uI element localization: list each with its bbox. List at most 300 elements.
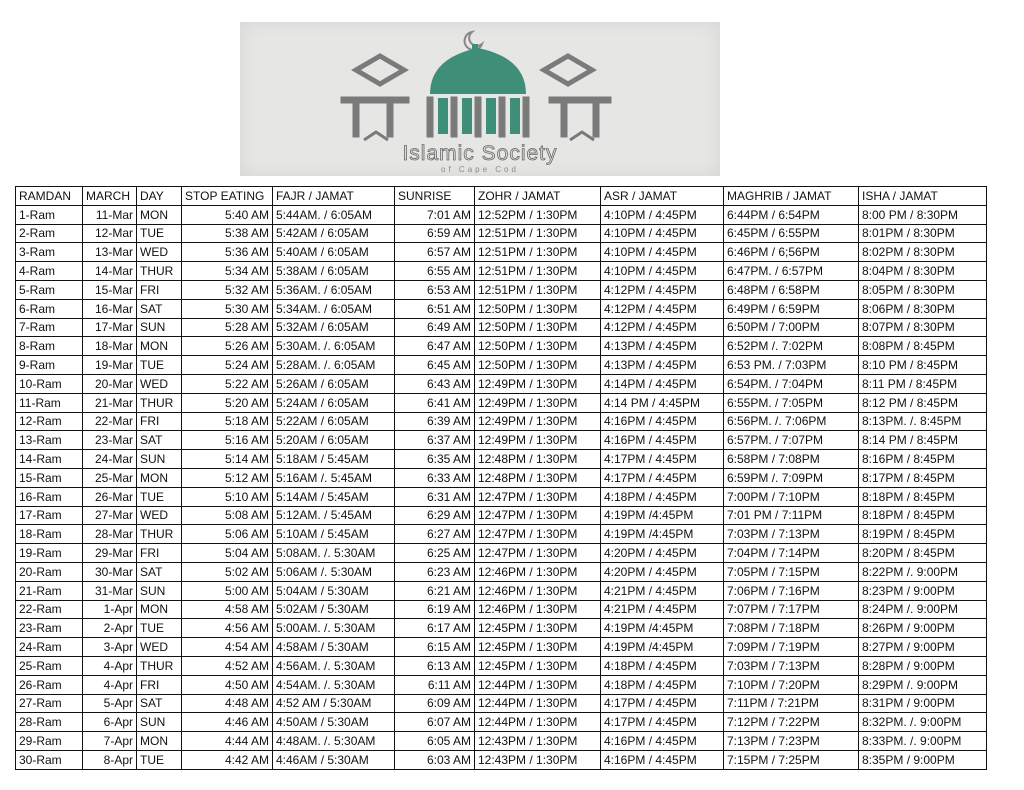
sunrise-cell: 6:05 AM [395,732,475,751]
table-row [16,243,987,262]
table-row [16,224,987,243]
fajr-cell: 5:22AM / 6:05AM [273,412,395,431]
table-row [16,638,987,657]
sunrise-cell: 6:53 AM [395,280,475,299]
weekday-cell: SAT [137,431,182,450]
stop-eating-cell: 4:42 AM [182,750,273,769]
zohr-cell: 12:51PM / 1:30PM [475,243,601,262]
asr-cell: 4:12PM / 4:45PM [601,299,724,318]
header-stop-eating: STOP EATING [182,187,273,206]
ramadan-day-cell: 6-Ram [16,299,83,318]
table-row [16,374,987,393]
isha-cell: 8:00 PM / 8:30PM [859,205,987,224]
asr-cell: 4:10PM / 4:45PM [601,224,724,243]
table-row [16,337,987,356]
date-cell: 18-Mar [83,337,137,356]
asr-cell: 4:10PM / 4:45PM [601,205,724,224]
ramadan-day-cell: 5-Ram [16,280,83,299]
stop-eating-cell: 5:22 AM [182,374,273,393]
zohr-cell: 12:49PM / 1:30PM [475,374,601,393]
date-cell: 8-Apr [83,750,137,769]
table-row [16,713,987,732]
ramadan-day-cell: 19-Ram [16,544,83,563]
isha-cell: 8:06PM / 8:30PM [859,299,987,318]
asr-cell: 4:18PM / 4:45PM [601,487,724,506]
zohr-cell: 12:46PM / 1:30PM [475,562,601,581]
weekday-cell: FRI [137,280,182,299]
isha-cell: 8:14 PM / 8:45PM [859,431,987,450]
asr-cell: 4:20PM / 4:45PM [601,562,724,581]
maghrib-cell: 7:09PM / 7:19PM [724,638,859,657]
zohr-cell: 12:50PM / 1:30PM [475,318,601,337]
maghrib-cell: 6:59PM /. 7:09PM [724,468,859,487]
weekday-cell: SAT [137,562,182,581]
weekday-cell: WED [137,243,182,262]
stop-eating-cell: 5:00 AM [182,581,273,600]
weekday-cell: WED [137,638,182,657]
maghrib-cell: 7:08PM / 7:18PM [724,619,859,638]
table-row [16,412,987,431]
asr-cell: 4:16PM / 4:45PM [601,732,724,751]
stop-eating-cell: 5:12 AM [182,468,273,487]
table-row [16,280,987,299]
isha-cell: 8:26PM / 9:00PM [859,619,987,638]
sunrise-cell: 6:33 AM [395,468,475,487]
zohr-cell: 12:44PM / 1:30PM [475,675,601,694]
weekday-cell: TUE [137,224,182,243]
maghrib-cell: 6:57PM. / 7:07PM [724,431,859,450]
isha-cell: 8:18PM / 8:45PM [859,506,987,525]
stop-eating-cell: 4:46 AM [182,713,273,732]
stop-eating-cell: 5:02 AM [182,562,273,581]
weekday-cell: WED [137,374,182,393]
date-cell: 4-Apr [83,656,137,675]
stop-eating-cell: 4:52 AM [182,656,273,675]
zohr-cell: 12:51PM / 1:30PM [475,224,601,243]
table-row [16,431,987,450]
maghrib-cell: 7:05PM / 7:15PM [724,562,859,581]
zohr-cell: 12:46PM / 1:30PM [475,600,601,619]
maghrib-cell: 7:11PM / 7:21PM [724,694,859,713]
sunrise-cell: 6:11 AM [395,675,475,694]
fajr-cell: 4:50AM / 5:30AM [273,713,395,732]
asr-cell: 4:16PM / 4:45PM [601,750,724,769]
stop-eating-cell: 5:30 AM [182,299,273,318]
maghrib-cell: 6:54PM. / 7:04PM [724,374,859,393]
date-cell: 20-Mar [83,374,137,393]
table-row [16,299,987,318]
ramadan-day-cell: 17-Ram [16,506,83,525]
sunrise-cell: 6:23 AM [395,562,475,581]
maghrib-cell: 7:15PM / 7:25PM [724,750,859,769]
weekday-cell: TUE [137,619,182,638]
isha-cell: 8:01PM / 8:30PM [859,224,987,243]
asr-cell: 4:17PM / 4:45PM [601,450,724,469]
sunrise-cell: 6:31 AM [395,487,475,506]
ramadan-day-cell: 3-Ram [16,243,83,262]
isha-cell: 8:13PM. /. 8:45PM [859,412,987,431]
zohr-cell: 12:52PM / 1:30PM [475,205,601,224]
fajr-cell: 5:18AM / 5:45AM [273,450,395,469]
isha-cell: 8:04PM / 8:30PM [859,262,987,281]
fajr-cell: 5:24AM / 6:05AM [273,393,395,412]
fajr-cell: 5:14AM / 5:45AM [273,487,395,506]
sunrise-cell: 7:01 AM [395,205,475,224]
table-row [16,544,987,563]
date-cell: 21-Mar [83,393,137,412]
sunrise-cell: 6:15 AM [395,638,475,657]
zohr-cell: 12:49PM / 1:30PM [475,393,601,412]
stop-eating-cell: 5:36 AM [182,243,273,262]
zohr-cell: 12:47PM / 1:30PM [475,525,601,544]
weekday-cell: FRI [137,412,182,431]
weekday-cell: THUR [137,525,182,544]
fajr-cell: 5:10AM / 5:45AM [273,525,395,544]
stop-eating-cell: 5:04 AM [182,544,273,563]
maghrib-cell: 6:58PM / 7:08PM [724,450,859,469]
header-sunrise: SUNRISE [395,187,475,206]
date-cell: 24-Mar [83,450,137,469]
zohr-cell: 12:45PM / 1:30PM [475,656,601,675]
ramadan-day-cell: 10-Ram [16,374,83,393]
maghrib-cell: 6:49PM / 6:59PM [724,299,859,318]
zohr-cell: 12:44PM / 1:30PM [475,694,601,713]
maghrib-cell: 6:48PM / 6:58PM [724,280,859,299]
fajr-cell: 4:54AM. /. 5:30AM [273,675,395,694]
isha-cell: 8:31PM / 9:00PM [859,694,987,713]
maghrib-cell: 6:45PM / 6:55PM [724,224,859,243]
maghrib-cell: 6:55PM. / 7:05PM [724,393,859,412]
stop-eating-cell: 5:06 AM [182,525,273,544]
date-cell: 1-Apr [83,600,137,619]
date-cell: 19-Mar [83,356,137,375]
fajr-cell: 5:40AM / 6:05AM [273,243,395,262]
ramadan-day-cell: 16-Ram [16,487,83,506]
asr-cell: 4:18PM / 4:45PM [601,675,724,694]
maghrib-cell: 7:07PM / 7:17PM [724,600,859,619]
date-cell: 16-Mar [83,299,137,318]
weekday-cell: SUN [137,713,182,732]
stop-eating-cell: 5:16 AM [182,431,273,450]
ramadan-day-cell: 14-Ram [16,450,83,469]
isha-cell: 8:32PM. /. 9:00PM [859,713,987,732]
isha-cell: 8:27PM / 9:00PM [859,638,987,657]
fajr-cell: 5:04AM / 5:30AM [273,581,395,600]
zohr-cell: 12:43PM / 1:30PM [475,732,601,751]
fajr-cell: 5:44AM. / 6:05AM [273,205,395,224]
fajr-cell: 5:28AM. /. 6:05AM [273,356,395,375]
maghrib-cell: 7:01 PM / 7:11PM [724,506,859,525]
maghrib-cell: 6:53 PM. / 7:03PM [724,356,859,375]
asr-cell: 4:17PM / 4:45PM [601,468,724,487]
fajr-cell: 5:34AM. / 6:05AM [273,299,395,318]
fajr-cell: 5:36AM. / 6:05AM [273,280,395,299]
table-row [16,487,987,506]
maghrib-cell: 7:13PM / 7:23PM [724,732,859,751]
ramadan-day-cell: 26-Ram [16,675,83,694]
weekday-cell: MON [137,732,182,751]
date-cell: 4-Apr [83,675,137,694]
table-row [16,675,987,694]
date-cell: 23-Mar [83,431,137,450]
ramadan-day-cell: 1-Ram [16,205,83,224]
weekday-cell: FRI [137,675,182,694]
stop-eating-cell: 5:10 AM [182,487,273,506]
stop-eating-cell: 5:38 AM [182,224,273,243]
weekday-cell: FRI [137,544,182,563]
table-row [16,356,987,375]
fajr-cell: 5:30AM. /. 6:05AM [273,337,395,356]
sunrise-cell: 6:37 AM [395,431,475,450]
prayer-timetable [15,186,987,770]
stop-eating-cell: 5:40 AM [182,205,273,224]
ramadan-day-cell: 20-Ram [16,562,83,581]
zohr-cell: 12:51PM / 1:30PM [475,280,601,299]
stop-eating-cell: 4:56 AM [182,619,273,638]
date-cell: 14-Mar [83,262,137,281]
table-row [16,732,987,751]
weekday-cell: MON [137,468,182,487]
weekday-cell: THUR [137,262,182,281]
date-cell: 29-Mar [83,544,137,563]
zohr-cell: 12:51PM / 1:30PM [475,262,601,281]
sunrise-cell: 6:07 AM [395,713,475,732]
asr-cell: 4:14 PM / 4:45PM [601,393,724,412]
sunrise-cell: 6:45 AM [395,356,475,375]
fajr-cell: 5:00AM. /. 5:30AM [273,619,395,638]
maghrib-cell: 7:10PM / 7:20PM [724,675,859,694]
isha-cell: 8:10 PM / 8:45PM [859,356,987,375]
table-row [16,318,987,337]
weekday-cell: SAT [137,694,182,713]
stop-eating-cell: 4:44 AM [182,732,273,751]
date-cell: 15-Mar [83,280,137,299]
weekday-cell: MON [137,600,182,619]
weekday-cell: SUN [137,318,182,337]
sunrise-cell: 6:43 AM [395,374,475,393]
weekday-cell: THUR [137,656,182,675]
weekday-cell: SUN [137,581,182,600]
sunrise-cell: 6:49 AM [395,318,475,337]
sunrise-cell: 6:59 AM [395,224,475,243]
maghrib-cell: 6:52PM /. 7:02PM [724,337,859,356]
zohr-cell: 12:45PM / 1:30PM [475,619,601,638]
asr-cell: 4:12PM / 4:45PM [601,280,724,299]
ramadan-day-cell: 23-Ram [16,619,83,638]
ramadan-day-cell: 30-Ram [16,750,83,769]
stop-eating-cell: 5:32 AM [182,280,273,299]
asr-cell: 4:16PM / 4:45PM [601,412,724,431]
isha-cell: 8:24PM /. 9:00PM [859,600,987,619]
ramadan-day-cell: 15-Ram [16,468,83,487]
sunrise-cell: 6:09 AM [395,694,475,713]
ramadan-day-cell: 9-Ram [16,356,83,375]
sunrise-cell: 6:25 AM [395,544,475,563]
stop-eating-cell: 4:58 AM [182,600,273,619]
fajr-cell: 5:08AM. /. 5:30AM [273,544,395,563]
weekday-cell: TUE [137,750,182,769]
asr-cell: 4:19PM /4:45PM [601,638,724,657]
table-row [16,581,987,600]
table-row [16,468,987,487]
isha-cell: 8:05PM / 8:30PM [859,280,987,299]
ramadan-day-cell: 21-Ram [16,581,83,600]
fajr-cell: 4:56AM. /. 5:30AM [273,656,395,675]
sunrise-cell: 6:35 AM [395,450,475,469]
stop-eating-cell: 5:08 AM [182,506,273,525]
asr-cell: 4:13PM / 4:45PM [601,337,724,356]
weekday-cell: MON [137,205,182,224]
table-header-row [16,187,987,206]
fajr-cell: 5:38AM / 6:05AM [273,262,395,281]
stop-eating-cell: 5:26 AM [182,337,273,356]
zohr-cell: 12:48PM / 1:30PM [475,468,601,487]
isha-cell: 8:16PM / 8:45PM [859,450,987,469]
date-cell: 6-Apr [83,713,137,732]
ramadan-day-cell: 7-Ram [16,318,83,337]
header-asr: ASR / JAMAT [601,187,724,206]
stop-eating-cell: 4:50 AM [182,675,273,694]
asr-cell: 4:19PM /4:45PM [601,619,724,638]
fajr-cell: 4:58AM / 5:30AM [273,638,395,657]
sunrise-cell: 6:27 AM [395,525,475,544]
zohr-cell: 12:50PM / 1:30PM [475,337,601,356]
isha-cell: 8:11 PM / 8:45PM [859,374,987,393]
stop-eating-cell: 5:28 AM [182,318,273,337]
isha-cell: 8:33PM. /. 9:00PM [859,732,987,751]
asr-cell: 4:13PM / 4:45PM [601,356,724,375]
stop-eating-cell: 5:14 AM [182,450,273,469]
asr-cell: 4:20PM / 4:45PM [601,544,724,563]
asr-cell: 4:10PM / 4:45PM [601,243,724,262]
date-cell: 3-Apr [83,638,137,657]
isha-cell: 8:02PM / 8:30PM [859,243,987,262]
fajr-cell: 4:48AM. /. 5:30AM [273,732,395,751]
fajr-cell: 5:32AM / 6:05AM [273,318,395,337]
fajr-cell: 4:46AM / 5:30AM [273,750,395,769]
sunrise-cell: 6:47 AM [395,337,475,356]
zohr-cell: 12:47PM / 1:30PM [475,487,601,506]
asr-cell: 4:14PM / 4:45PM [601,374,724,393]
isha-cell: 8:07PM / 8:30PM [859,318,987,337]
header-ramadan: RAMDAN [16,187,83,206]
asr-cell: 4:17PM / 4:45PM [601,713,724,732]
date-cell: 25-Mar [83,468,137,487]
asr-cell: 4:21PM / 4:45PM [601,600,724,619]
date-cell: 22-Mar [83,412,137,431]
table-row [16,600,987,619]
asr-cell: 4:18PM / 4:45PM [601,656,724,675]
stop-eating-cell: 5:24 AM [182,356,273,375]
logo-banner [240,22,720,176]
zohr-cell: 12:45PM / 1:30PM [475,638,601,657]
header-maghrib: MAGHRIB / JAMAT [724,187,859,206]
ramadan-day-cell: 29-Ram [16,732,83,751]
sunrise-cell: 6:03 AM [395,750,475,769]
date-cell: 2-Apr [83,619,137,638]
ramadan-day-cell: 24-Ram [16,638,83,657]
maghrib-cell: 7:03PM / 7:13PM [724,656,859,675]
zohr-cell: 12:50PM / 1:30PM [475,356,601,375]
weekday-cell: MON [137,337,182,356]
table-row [16,656,987,675]
sunrise-cell: 6:21 AM [395,581,475,600]
date-cell: 30-Mar [83,562,137,581]
date-cell: 17-Mar [83,318,137,337]
isha-cell: 8:28PM / 9:00PM [859,656,987,675]
date-cell: 28-Mar [83,525,137,544]
table-row [16,694,987,713]
date-cell: 27-Mar [83,506,137,525]
fajr-cell: 5:26AM / 6:05AM [273,374,395,393]
zohr-cell: 12:50PM / 1:30PM [475,299,601,318]
header-fajr: FAJR / JAMAT [273,187,395,206]
asr-cell: 4:12PM / 4:45PM [601,318,724,337]
weekday-cell: SUN [137,450,182,469]
maghrib-cell: 7:04PM / 7:14PM [724,544,859,563]
ramadan-day-cell: 2-Ram [16,224,83,243]
isha-cell: 8:20PM / 8:45PM [859,544,987,563]
date-cell: 11-Mar [83,205,137,224]
asr-cell: 4:21PM / 4:45PM [601,581,724,600]
sunrise-cell: 6:57 AM [395,243,475,262]
ramadan-day-cell: 11-Ram [16,393,83,412]
header-isha: ISHA / JAMAT [859,187,987,206]
weekday-cell: WED [137,506,182,525]
date-cell: 13-Mar [83,243,137,262]
date-cell: 31-Mar [83,581,137,600]
isha-cell: 8:19PM / 8:45PM [859,525,987,544]
maghrib-cell: 7:12PM / 7:22PM [724,713,859,732]
maghrib-cell: 6:46PM / 6;56PM [724,243,859,262]
stop-eating-cell: 5:34 AM [182,262,273,281]
asr-cell: 4:19PM /4:45PM [601,525,724,544]
fajr-cell: 5:06AM /. 5:30AM [273,562,395,581]
isha-cell: 8:12 PM / 8:45PM [859,393,987,412]
header-day: DAY [137,187,182,206]
weekday-cell: SAT [137,299,182,318]
date-cell: 26-Mar [83,487,137,506]
maghrib-cell: 7:06PM / 7:16PM [724,581,859,600]
ramadan-day-cell: 8-Ram [16,337,83,356]
sunrise-cell: 6:19 AM [395,600,475,619]
fajr-cell: 5:02AM / 5:30AM [273,600,395,619]
zohr-cell: 12:47PM / 1:30PM [475,506,601,525]
isha-cell: 8:29PM /. 9:00PM [859,675,987,694]
maghrib-cell: 6:44PM / 6:54PM [724,205,859,224]
stop-eating-cell: 5:18 AM [182,412,273,431]
sunrise-cell: 6:41 AM [395,393,475,412]
maghrib-cell: 6:50PM / 7:00PM [724,318,859,337]
sunrise-cell: 6:39 AM [395,412,475,431]
stop-eating-cell: 4:48 AM [182,694,273,713]
zohr-cell: 12:47PM / 1:30PM [475,544,601,563]
sunrise-cell: 6:29 AM [395,506,475,525]
stop-eating-cell: 4:54 AM [182,638,273,657]
fajr-cell: 5:12AM. / 5:45AM [273,506,395,525]
sunrise-cell: 6:51 AM [395,299,475,318]
ramadan-day-cell: 18-Ram [16,525,83,544]
maghrib-cell: 6:56PM. /. 7:06PM [724,412,859,431]
date-cell: 5-Apr [83,694,137,713]
table-row [16,393,987,412]
asr-cell: 4:16PM / 4:45PM [601,431,724,450]
maghrib-cell: 7:03PM / 7:13PM [724,525,859,544]
zohr-cell: 12:48PM / 1:30PM [475,450,601,469]
table-row [16,619,987,638]
header-zohr: ZOHR / JAMAT [475,187,601,206]
table-body [16,205,987,769]
